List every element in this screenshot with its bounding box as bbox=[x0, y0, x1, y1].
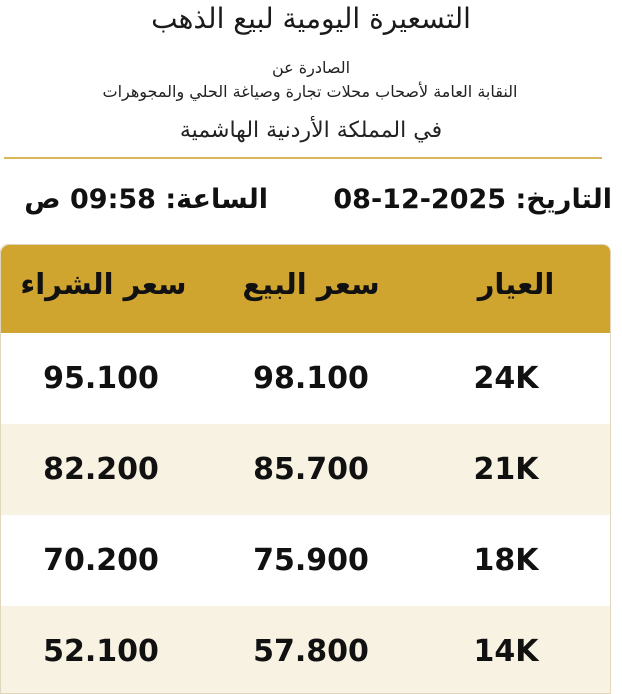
date-field bbox=[333, 184, 612, 215]
time-field bbox=[24, 184, 268, 215]
column-header-sell-price: سعر البيع bbox=[242, 267, 380, 301]
karat-cell: 24K bbox=[473, 361, 539, 396]
page-title: التسعيرة اليومية لبيع الذهب bbox=[151, 2, 471, 35]
karat-cell: 18K bbox=[473, 543, 539, 578]
karat-cell: 14K bbox=[473, 634, 539, 669]
table-header bbox=[1, 245, 611, 333]
column-header-karat: العيار bbox=[477, 267, 555, 301]
time-label: الساعة: bbox=[165, 184, 268, 215]
table-row bbox=[1, 424, 611, 515]
union-name: النقابة العامة لأصحاب محلات تجارة وصياغة الحلي والمجوهرات bbox=[102, 82, 518, 101]
sell-price-cell: 57.800 bbox=[253, 634, 369, 669]
header-divider bbox=[4, 157, 602, 159]
buy-price-cell: 52.100 bbox=[43, 634, 159, 669]
sell-price-cell: 75.900 bbox=[253, 543, 369, 578]
buy-price-cell: 70.200 bbox=[43, 543, 159, 578]
kingdom-name: في المملكة الأردنية الهاشمية bbox=[179, 118, 443, 143]
buy-price-cell: 82.200 bbox=[43, 452, 159, 487]
buy-price-cell: 95.100 bbox=[43, 361, 159, 396]
date-value: 08-12-2025 bbox=[333, 184, 507, 215]
sell-price-cell: 85.700 bbox=[253, 452, 369, 487]
price-table bbox=[0, 244, 611, 694]
table-row bbox=[1, 606, 611, 694]
column-header-buy-price: سعر الشراء bbox=[20, 267, 187, 301]
table-row bbox=[1, 333, 611, 424]
table-row bbox=[1, 515, 611, 606]
time-value: 09:58 ص bbox=[24, 184, 156, 215]
issued-by-text: الصادرة عن bbox=[271, 58, 351, 77]
sell-price-cell: 98.100 bbox=[253, 361, 369, 396]
karat-cell: 21K bbox=[473, 452, 539, 487]
date-label: التاريخ: bbox=[515, 184, 612, 215]
